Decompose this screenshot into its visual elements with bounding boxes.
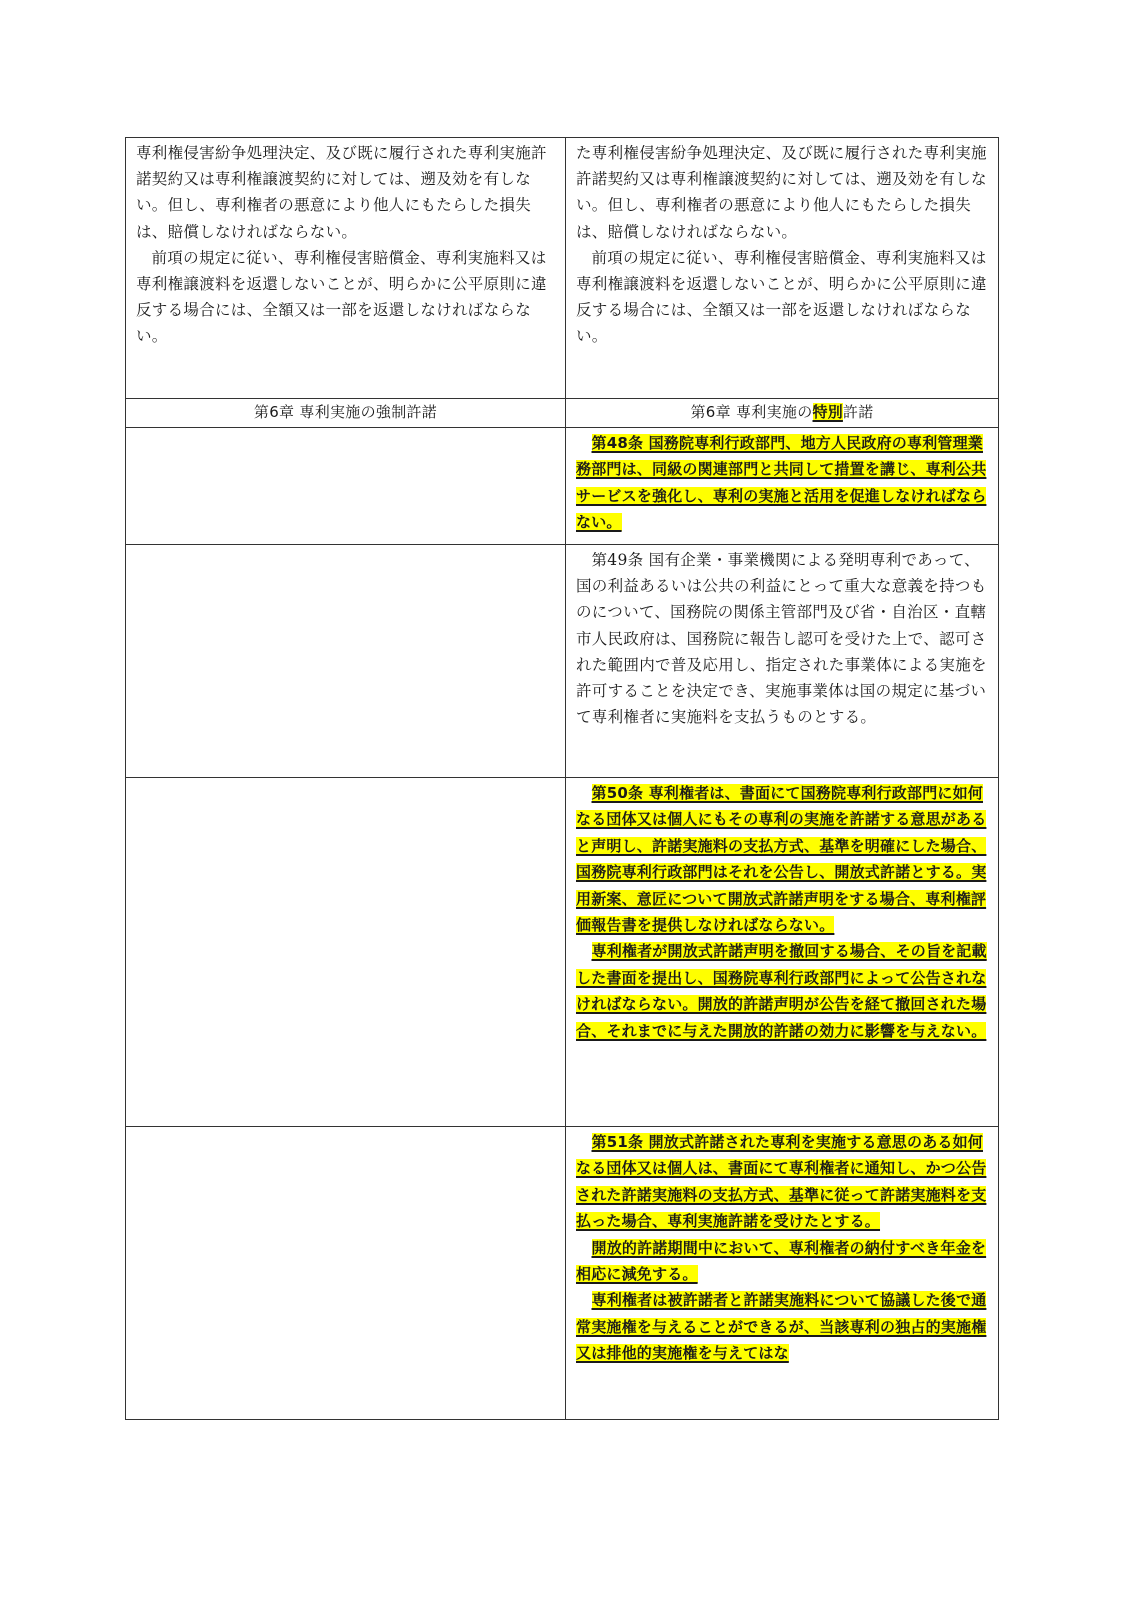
chapter-title-prefix: 第6章 専利実施の [690, 403, 813, 421]
paragraph [576, 1129, 988, 1235]
new-text-cell [566, 1127, 999, 1420]
highlighted-text: 第51条 開放式許諾された専利を実施する意思のある如何なる団体又は個人は、書面にて専利権者に通知し、かつ公告された許諾実施料の支払方式、基準に従って許諾実施料を支払った場合、専利実施許諾を受けたとする。 [576, 1133, 987, 1231]
new-text-cell [566, 545, 999, 778]
new-text-cell [566, 138, 999, 399]
highlighted-text: 第50条 専利権者は、書面にて国務院専利行政部門に如何なる団体又は個人にもその専利の実施を許諾する意思があると声明し、許諾実施料の支払方式、基準を明確にした場合、国務院専利行政部門はそれを公告し、開放式許諾とする。実用新案、意匠について開放式許諾声明をする場合、専利権評価報告書を提供しなければならない。 [576, 784, 987, 935]
new-text-cell [566, 428, 999, 545]
old-text-cell-empty [126, 778, 566, 1127]
table-row-chapter-header [126, 399, 999, 428]
old-text-cell [126, 138, 566, 399]
paragraph: 第49条 国有企業・事業機関による発明専利であって、国の利益あるいは公共の利益にとって重大な意義を持つものについて、国務院の関係主管部門及び省・自治区・直轄市人民政府は、国務院に報告し認可を受けた上で、認可された範囲内で普及応用し、指定された事業体による実施を許可することを決定でき、実施事業体は国の規定に基づいて専利権者に実施料を支払うものとする。 [576, 551, 987, 727]
chapter-title: 第6章 専利実施の強制許諾 [253, 403, 438, 421]
highlighted-text: 専利権者が開放式許諾声明を撤回する場合、その旨を記載した書面を提出し、国務院専利行政部門によって公告されなければならない。開放的許諾声明が公告を経て撤回された場合、それまでに与えた開放的許諾の効力に影響を与えない。 [576, 942, 987, 1040]
paragraph: た専利権侵害紛争処理決定、及び既に履行された専利実施許諾契約又は専利権譲渡契約に対しては、遡及効を有しない。但し、専利権者の悪意により他人にもたらした損失は、賠償しなければならない。 [576, 144, 987, 241]
table-row-article-51 [126, 1127, 999, 1420]
table-row-article-50 [126, 778, 999, 1127]
highlighted-text: 専利権者は被許諾者と許諾実施料について協議した後で通常実施権を与えることができるが、当該専利の独占的実施権又は排他的実施権を与えてはな [576, 1291, 987, 1363]
comparison-table [125, 137, 999, 1420]
paragraph [576, 1287, 988, 1366]
table-row-article-49 [126, 545, 999, 778]
old-text-cell-empty [126, 545, 566, 778]
old-chapter-heading [126, 399, 566, 428]
paragraph: 専利権侵害紛争処理決定、及び既に履行された専利実施許諾契約又は専利権譲渡契約に対しては、遡及効を有しない。但し、専利権者の悪意により他人にもたらした損失は、賠償しなければならない。 [136, 144, 547, 241]
old-text-cell-empty [126, 1127, 566, 1420]
paragraph: 前項の規定に従い、専利権侵害賠償金、専利実施料又は専利権譲渡料を返還しないことが、明らかに公平原則に違反する場合には、全額又は一部を返還しなければならない。 [136, 248, 547, 346]
new-chapter-heading [566, 399, 999, 428]
paragraph [576, 780, 988, 938]
highlighted-text: 第48条 国務院専利行政部門、地方人民政府の専利管理業務部門は、同級の関連部門と共同して措置を講じ、専利公共サービスを強化し、専利の実施と活用を促進しなければならない。 [576, 434, 987, 532]
highlighted-text: 開放的許諾期間中において、専利権者の納付すべき年金を相応に減免する。 [576, 1238, 987, 1284]
paragraph [576, 1235, 988, 1288]
new-text-cell [566, 778, 999, 1127]
old-text-cell-empty [126, 428, 566, 545]
paragraph [576, 938, 988, 1044]
chapter-title-suffix: 許諾 [842, 403, 874, 421]
paragraph [576, 430, 988, 536]
table-row-continuation [126, 138, 999, 399]
table-row-article-48 [126, 428, 999, 545]
highlighted-change: 特別 [812, 403, 843, 421]
paragraph: 前項の規定に従い、専利権侵害賠償金、専利実施料又は専利権譲渡料を返還しないことが、明らかに公平原則に違反する場合には、全額又は一部を返還しなければならない。 [576, 248, 987, 346]
